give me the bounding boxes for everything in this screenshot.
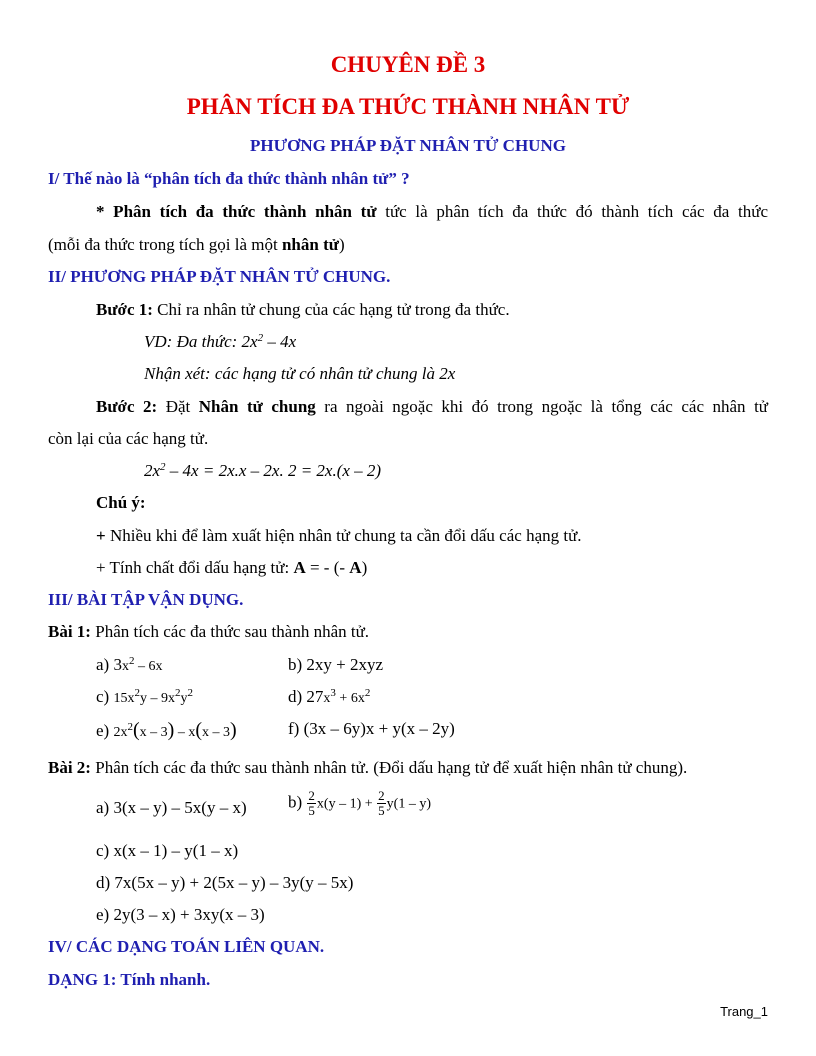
exercise-1-e-inner1: x – 3: [139, 725, 168, 740]
fraction-denominator: 5: [308, 803, 315, 818]
exercise-1-e-paren-close: ): [167, 719, 175, 741]
exercise-2-e: e) 2y(3 – x) + 3xy(x – 3): [96, 905, 265, 924]
exercise-2-b-mid: x(y – 1) +: [316, 796, 377, 812]
exercise-1-c-term3: y: [180, 691, 188, 706]
worked-example-exponent: 2: [160, 461, 166, 473]
exercise-1-d-coef: 27: [306, 687, 324, 706]
exercise-2-text: Phân tích các đa thức sau thành nhân tử. (Đổi dấu hạng tử để xuất hiện nhân tử chung).: [90, 758, 688, 777]
exercise-1: [48, 622, 768, 642]
exercise-1-d-label: d): [288, 687, 307, 706]
fraction-numerator-second: 2: [378, 788, 385, 803]
exercise-2-a: a) 3(x – y) – 5x(y – x): [96, 798, 247, 817]
exercise-1-c-label: c): [96, 687, 114, 706]
step-2-label: Bước 2:: [96, 397, 158, 416]
definition-line-2-end: ): [338, 235, 345, 254]
exercise-1-e-term2: – x: [174, 725, 196, 740]
exercise-2: [48, 758, 768, 778]
section-4-heading: IV/ CÁC DẠNG TOÁN LIÊN QUAN.: [48, 937, 325, 956]
note-1: [96, 526, 768, 546]
form-1-heading: DẠNG 1: Tính nhanh.: [48, 970, 211, 989]
exercise-2-d: d) 7x(5x – y) + 2(5x – y) – 3y(y – 5x): [96, 873, 354, 892]
exercise-1-f: f) (3x – 6y)x + y(x – 2y): [288, 719, 455, 738]
exercise-1-c-term1: 15x: [113, 691, 135, 706]
note-2-mid: = - (-: [305, 558, 350, 577]
definition-line-2-text: (mỗi đa thức trong tích gọi là một: [48, 235, 282, 254]
exercise-1-a-rest: – 6x: [134, 659, 163, 674]
exercise-1-e-paren-open-2: (: [195, 719, 202, 741]
note-1-bullet: +: [96, 526, 106, 545]
exercise-2-b-end: y(1 – y): [386, 796, 431, 812]
note-2-end: ): [361, 558, 368, 577]
exercise-1-a: [96, 655, 768, 675]
exercise-1-d: [288, 687, 370, 707]
exercise-1-c-exp3: 2: [187, 687, 193, 699]
note-2-A-second: A: [349, 558, 362, 577]
exercise-1-d-exp1: 3: [330, 687, 336, 699]
exercise-1-a-coef: 3: [113, 655, 122, 674]
definition-text: tức là phân tích đa thức đó thành tích các đa thức: [376, 202, 768, 221]
exercise-1-c-exp1: 2: [134, 687, 140, 699]
exercise-1-c-exp2: 2: [174, 687, 181, 699]
worked-example-b: – 4x = 2x.x – 2x. 2 = 2x.(x – 2): [165, 461, 382, 480]
exercise-1-d-rest: + 6x: [335, 691, 365, 706]
note-label: Chú ý:: [96, 493, 146, 512]
exercise-2-label: Bài 2:: [48, 758, 91, 777]
exercise-1-c-term2: y – 9x: [139, 691, 175, 706]
example-polynomial-a: VD: Đa thức: 2x: [144, 332, 258, 351]
definition-line-2: [48, 235, 768, 255]
step-2-text-a: Đặt: [157, 397, 199, 416]
step-2-text-b: ra ngoài ngoặc khi đó trong ngoặc là tổng các các nhân tử: [315, 397, 769, 416]
section-1-heading: I/ Thế nào là “phân tích đa thức thành nhân tử” ?: [48, 169, 410, 188]
fraction-two-fifths: [307, 789, 316, 818]
exercise-1-e-paren-close-2: ): [229, 719, 237, 741]
exercise-1-d-exp2: 2: [364, 687, 371, 699]
section-2-heading: II/ PHƯƠNG PHÁP ĐẶT NHÂN TỬ CHUNG.: [48, 267, 391, 286]
note-1-text: Nhiều khi để làm xuất hiện nhân tử chung ta cần đổi dấu các hạng tử.: [105, 526, 582, 545]
remark: Nhận xét: các hạng tử có nhân tử chung là 2x: [144, 364, 456, 383]
definition-factor-word: nhân tử: [281, 235, 339, 254]
step-1-label: Bước 1:: [96, 300, 153, 319]
exercise-1-a-exp: 2: [128, 655, 135, 667]
exercise-2-b: [288, 789, 431, 818]
page-number: Trang_1: [720, 1004, 768, 1019]
definition-line-1: [96, 202, 768, 222]
exercise-1-e-inner2: x – 3: [201, 725, 230, 740]
exercise-1-c: [96, 687, 768, 707]
exercise-2-c: c) x(x – 1) – y(1 – x): [96, 841, 239, 860]
exercise-1-e-exp: 2: [127, 721, 133, 733]
note-2-A: A: [293, 558, 306, 577]
step-1: [96, 300, 768, 320]
exercise-1-d-var: x: [323, 691, 331, 706]
exercise-1-a-label: a): [96, 655, 114, 674]
fraction-numerator: 2: [308, 788, 315, 803]
exercise-1-text: Phân tích các đa thức sau thành nhân tử.: [90, 622, 370, 641]
example-polynomial: [144, 332, 768, 352]
exercise-2-b-label: b): [288, 792, 307, 812]
note-2-text: + Tính chất đổi dấu hạng tử:: [96, 558, 294, 577]
step-2-common-factor: Nhân tử chung: [198, 397, 316, 416]
chapter-subtitle: PHÂN TÍCH ĐA THỨC THÀNH NHÂN TỬ: [186, 94, 630, 119]
method-heading: PHƯƠNG PHÁP ĐẶT NHÂN TỬ CHUNG: [250, 136, 566, 155]
exercise-1-a-var: x: [121, 659, 129, 674]
worked-example-a: 2x: [144, 461, 161, 480]
exercise-1-e-paren-open: (: [132, 719, 140, 741]
worked-example: [144, 461, 768, 481]
example-polynomial-b: – 4x: [263, 332, 297, 351]
exercise-1-b: b) 2xy + 2xyz: [288, 655, 384, 674]
step-1-text: Chỉ ra nhân tử chung của các hạng tử trong đa thức.: [152, 300, 510, 319]
note-2: [96, 558, 768, 578]
step-2-line-2: còn lại của các hạng tử.: [48, 429, 209, 448]
fraction-denominator-second: 5: [378, 803, 385, 818]
definition-term: * Phân tích đa thức thành nhân tử: [96, 202, 377, 221]
example-exponent: 2: [257, 332, 264, 344]
exercise-1-label: Bài 1:: [48, 622, 91, 641]
fraction-two-fifths-second: [377, 789, 386, 818]
section-3-heading: III/ BÀI TẬP VẬN DỤNG.: [48, 590, 244, 609]
exercise-1-e-term1: 2x: [113, 725, 128, 740]
step-2: [96, 397, 768, 417]
chapter-title: CHUYÊN ĐỀ 3: [330, 52, 486, 77]
exercise-1-e-label: e): [96, 721, 114, 740]
